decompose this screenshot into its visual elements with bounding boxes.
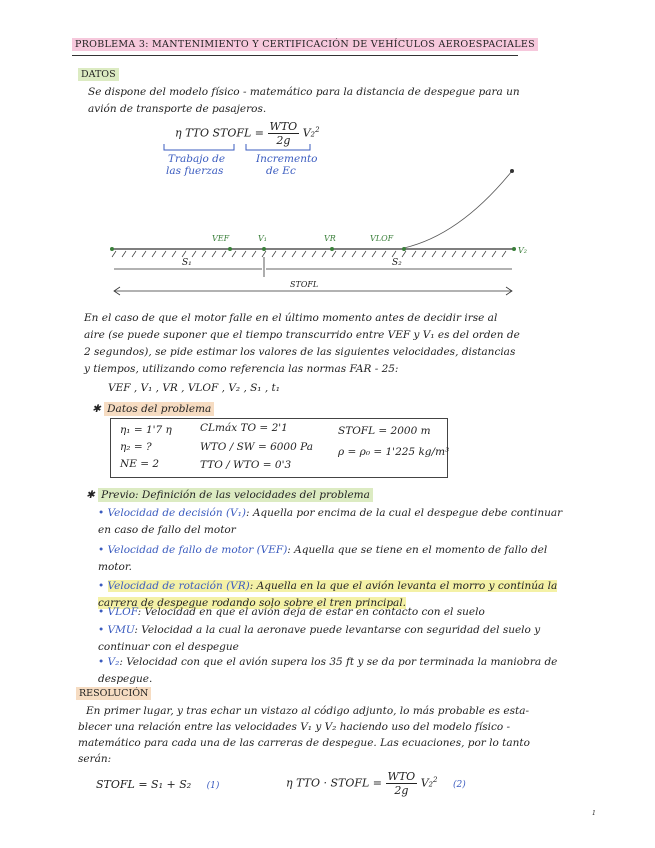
marker-vlof: VLOF: [370, 234, 394, 243]
bullet-dot-icon: •: [98, 656, 108, 668]
label-stofl: STOFL: [290, 280, 319, 289]
bullet-star-icon: ✱: [92, 403, 105, 415]
eq2-lhs: η TTO · STOFL =: [286, 776, 383, 790]
equation-1: [96, 778, 219, 791]
marker-vr: VR: [324, 234, 336, 243]
data-box-col1-1: η₂ = ?: [120, 441, 152, 453]
label-incremento-1: Incremento: [256, 153, 318, 165]
previo-term: V₂: [107, 656, 120, 668]
bullet-star-icon: ✱: [86, 489, 99, 501]
label-incremento-2: de Ec: [266, 165, 296, 177]
eq-den: 2g: [276, 134, 291, 147]
eq-num: WTO: [269, 120, 298, 133]
problem-line-3: 2 segundos), se pide estimar los valores de las siguientes velocidades, distancias: [84, 346, 516, 358]
bullet-dot-icon: •: [98, 580, 108, 592]
problem-line-2: aire (se puede suponer que el tiempo transcurrido entre VEF y V₁ es del orden de: [84, 329, 520, 341]
previo-term: VMU: [107, 624, 135, 636]
resolucion-line-1: En primer lugar, y tras echar un vistazo al código adjunto, lo más probable es esta-: [86, 705, 530, 717]
label-s1: S₁: [182, 258, 192, 268]
data-box-col1-0: η₁ = 1'7 η: [120, 424, 172, 436]
previo-term: Velocidad de fallo de motor (VEF): [107, 544, 288, 556]
datos-intro-line-1: Se dispone del modelo físico - matemático para la distancia de despegue para un: [88, 86, 520, 98]
eq-lhs: η TTO STOFL =: [175, 126, 265, 140]
previo-item-vef: [98, 542, 576, 576]
problem-line-4: y tiempos, utilizando como referencia las normas FAR - 25:: [84, 363, 399, 375]
previo-term: VLOF: [107, 606, 138, 618]
datos-heading: DATOS: [78, 68, 119, 81]
eq1-text: STOFL = S₁ + S₂: [96, 778, 192, 791]
previo-term: Velocidad de decisión (V₁): [107, 507, 246, 519]
label-trabajo-1: Trabajo de: [168, 153, 226, 165]
previo-term: Velocidad de rotación (VR): [107, 580, 250, 592]
ground-hatching: [112, 251, 506, 257]
data-box-col2-1: WTO / SW = 6000 Pa: [200, 441, 313, 453]
eq2-fraction: [386, 770, 418, 797]
label-trabajo-2: las fuerzas: [166, 165, 224, 177]
data-box-heading: Datos del problema: [104, 402, 214, 416]
bullet-dot-icon: •: [98, 544, 108, 556]
datos-intro-line-2: avión de transporte de pasajeros.: [88, 103, 267, 115]
resolucion-line-2: blecer una relación entre las velocidades V₁ y V₂ haciendo uso del modelo físico -: [78, 721, 511, 733]
climb-curve: [404, 171, 512, 248]
bullet-dot-icon: •: [98, 624, 108, 636]
eq-rhs: V₂: [302, 126, 316, 140]
marker-vef: VEF: [212, 234, 230, 243]
data-box-heading-wrap: [92, 403, 214, 415]
previo-item-v1: [98, 505, 576, 539]
title-underline: [72, 55, 518, 56]
eq2-den: 2g: [394, 784, 409, 797]
label-s2: S₂: [392, 258, 402, 268]
data-box-col2-0: CLmáx TO = 2'1: [200, 422, 288, 434]
previo-item-v2: [98, 654, 576, 688]
previo-item-vlof: [98, 604, 576, 621]
marker-v2: V₂: [518, 246, 527, 255]
previo-heading: Previo: Definición de las velocidades del problema: [98, 488, 373, 502]
eq1-tag: (1): [206, 781, 220, 791]
problem-line-1: En el caso de que el motor falle en el último momento antes de decidir irse al: [84, 312, 498, 324]
previo-text: : Aquella en la que el avión levanta el morro y continúa la carrera de despegue rodando solo sobre el tren principal.: [98, 580, 558, 609]
previo-item-vmu: [98, 622, 576, 656]
problem-variables: VEF , V₁ , VR , VLOF , V₂ , S₁ , t₁: [108, 382, 280, 394]
bullet-dot-icon: •: [98, 507, 108, 519]
eq2-tag: (2): [453, 779, 466, 790]
climb-endpoint: [510, 169, 514, 173]
previo-text: : Aquella por encima de la cual el despegue debe continuar en caso de fallo del motor: [98, 507, 563, 536]
eq-exp: 2: [315, 125, 320, 134]
eq2-num: WTO: [387, 770, 416, 783]
page-number: 1: [592, 810, 596, 817]
equation-2: [286, 770, 466, 797]
previo-text: : Velocidad a la cual la aeronave puede levantarse con seguridad del suelo y continuar con el despegue: [98, 624, 541, 653]
data-box-col3-0: STOFL = 2000 m: [338, 425, 431, 437]
previo-text: : Velocidad con que el avión supera los 35 ft y se da por terminada la maniobra de despegue.: [98, 656, 558, 685]
marker-v1: V₁: [258, 234, 267, 243]
previo-heading-wrap: [86, 489, 373, 501]
data-box-col2-2: TTO / WTO = 0'3: [200, 459, 292, 471]
resolucion-line-4: serán:: [78, 753, 112, 765]
data-box-col1-2: NE = 2: [120, 458, 160, 470]
page-title: PROBLEMA 3: MANTENIMIENTO Y CERTIFICACIÓN DE VEHÍCULOS AEROESPACIALES: [72, 38, 538, 51]
data-box-col3-1: ρ = ρ₀ = 1'225 kg/m³: [338, 446, 450, 458]
eq2-rhs: V₂: [420, 776, 434, 790]
resolucion-line-3: matemático para cada una de las carreras de despegue. Las ecuaciones, por lo tanto: [78, 737, 530, 749]
previo-text: : Aquella que se tiene en el momento de fallo del motor.: [98, 544, 548, 573]
takeoff-diagram: [100, 165, 540, 300]
resolucion-heading: RESOLUCIÓN: [76, 687, 151, 700]
previo-text: : Velocidad en que el avión deja de estar en contacto con el suelo: [137, 606, 485, 618]
bullet-dot-icon: •: [98, 606, 108, 618]
eq2-exp: 2: [433, 775, 438, 784]
